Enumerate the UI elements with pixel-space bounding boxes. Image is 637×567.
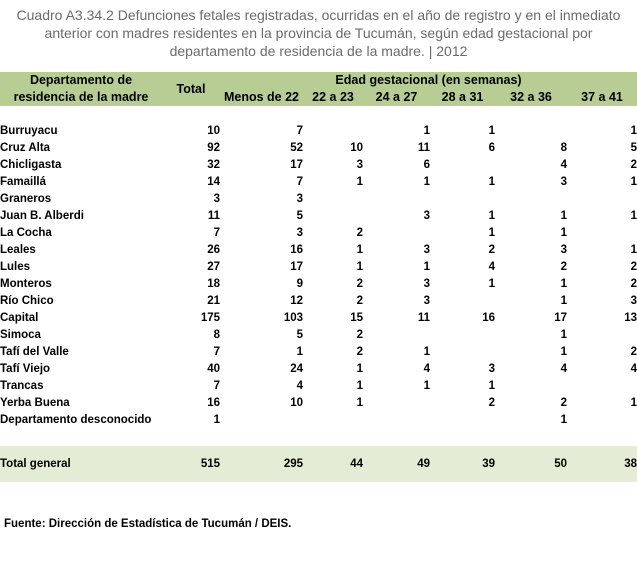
row-value: 3 <box>423 210 430 222</box>
row-department: Tafí del Valle <box>0 346 69 358</box>
title-line-3: departamento de residencia de la madre. | 2012 <box>169 43 468 59</box>
row-value: 2 <box>356 329 363 341</box>
row-value: 2 <box>356 227 363 239</box>
row-value: 2 <box>488 397 495 409</box>
row-value: 6 <box>423 159 430 171</box>
row-value: 1 <box>356 261 363 273</box>
table-row <box>0 123 637 140</box>
row-value: 3 <box>423 295 430 307</box>
total-column-value: 50 <box>495 446 567 482</box>
spacer-row <box>0 429 637 446</box>
row-value <box>303 208 363 225</box>
row-value: 1 <box>356 176 363 188</box>
row-department: Chicligasta <box>0 159 62 171</box>
row-department: Cruz Alta <box>0 142 51 154</box>
total-column-value: 295 <box>220 446 303 482</box>
total-row <box>0 446 637 482</box>
row-value: 10 <box>350 142 363 154</box>
row-value: 3 <box>356 159 363 171</box>
row-value <box>495 378 567 395</box>
row-value: 1 <box>356 244 363 256</box>
total-column-value: 38 <box>567 446 637 482</box>
row-value: 1 <box>488 380 495 392</box>
table-row <box>0 378 637 395</box>
row-total: 175 <box>200 312 220 324</box>
row-value: 3 <box>423 244 430 256</box>
row-department: Leales <box>0 244 36 256</box>
row-department: Graneros <box>0 193 52 205</box>
row-value: 1 <box>630 397 637 409</box>
row-value: 1 <box>423 176 430 188</box>
row-value: 1 <box>488 125 495 137</box>
row-value: 1 <box>630 125 637 137</box>
row-value <box>430 344 495 361</box>
row-department: Juan B. Alberdi <box>0 210 84 222</box>
row-value: 4 <box>560 159 567 171</box>
row-value <box>495 123 567 140</box>
row-total: 21 <box>207 295 220 307</box>
row-value: 4 <box>560 363 567 375</box>
row-value: 4 <box>488 261 495 273</box>
header-col-37-41: 37 a 41 <box>567 89 637 106</box>
row-value <box>430 191 495 208</box>
total-column-value: 44 <box>303 446 363 482</box>
row-value: 10 <box>290 397 303 409</box>
row-department: Famaillá <box>0 176 47 188</box>
total-value: 515 <box>162 446 220 482</box>
row-value: 3 <box>488 363 495 375</box>
row-value: 3 <box>630 295 637 307</box>
row-value: 52 <box>290 142 303 154</box>
row-value: 11 <box>417 312 430 324</box>
row-value: 15 <box>350 312 363 324</box>
row-value <box>363 412 430 429</box>
row-department: Burruyacu <box>0 125 58 137</box>
row-department: Trancas <box>0 380 44 392</box>
row-value: 1 <box>560 295 567 307</box>
table-row <box>0 276 637 293</box>
row-department: Simoca <box>0 329 41 341</box>
table-row <box>0 208 637 225</box>
row-value: 3 <box>296 193 303 205</box>
row-total: 14 <box>207 176 220 188</box>
row-value: 1 <box>423 380 430 392</box>
row-department: Capital <box>0 312 39 324</box>
row-value: 1 <box>488 176 495 188</box>
row-value: 3 <box>423 278 430 290</box>
row-value: 1 <box>560 329 567 341</box>
row-value: 3 <box>560 176 567 188</box>
row-value <box>567 327 637 344</box>
row-value <box>567 378 637 395</box>
row-value <box>567 412 637 429</box>
row-value: 5 <box>630 142 637 154</box>
row-value: 16 <box>290 244 303 256</box>
row-value: 8 <box>560 142 567 154</box>
row-value <box>430 412 495 429</box>
row-value: 2 <box>356 278 363 290</box>
header-col-28-31: 28 a 31 <box>430 89 495 106</box>
table-row <box>0 293 637 310</box>
row-value <box>567 191 637 208</box>
table-row <box>0 344 637 361</box>
table-row <box>0 140 637 157</box>
title-line-1: Cuadro A3.34.2 Defunciones fetales registradas, ocurridas en el año de registro y en el inmediato <box>16 7 621 23</box>
row-department: Lules <box>0 261 31 273</box>
table-row <box>0 157 637 174</box>
header-col-menos-22: Menos de 22 <box>220 89 303 106</box>
row-value: 2 <box>630 278 637 290</box>
row-value: 5 <box>296 329 303 341</box>
row-value: 1 <box>630 244 637 256</box>
row-total: 7 <box>213 380 220 392</box>
row-value: 17 <box>554 312 567 324</box>
row-value: 3 <box>296 227 303 239</box>
table-title <box>0 6 637 60</box>
header-department-line1: Departamento de <box>29 73 133 87</box>
table-row <box>0 259 637 276</box>
row-value <box>303 191 363 208</box>
table-row <box>0 174 637 191</box>
row-department: Yerba Buena <box>0 397 70 409</box>
row-value <box>430 157 495 174</box>
row-value <box>430 327 495 344</box>
row-value: 9 <box>296 278 303 290</box>
row-value: 2 <box>560 261 567 273</box>
row-total: 16 <box>207 397 220 409</box>
row-value: 1 <box>356 397 363 409</box>
row-value: 2 <box>630 159 637 171</box>
row-total: 40 <box>207 363 220 375</box>
row-value: 1 <box>560 278 567 290</box>
row-value: 1 <box>488 278 495 290</box>
table-body <box>0 106 637 482</box>
source-note: Fuente: Dirección de Estadística de Tucumán / DEIS. <box>4 518 292 530</box>
row-value: 4 <box>630 363 637 375</box>
row-value <box>303 123 363 140</box>
row-value: 13 <box>624 312 637 324</box>
row-value: 17 <box>290 159 303 171</box>
row-value <box>363 327 430 344</box>
table-row <box>0 412 637 429</box>
row-department: Monteros <box>0 278 52 290</box>
row-value: 24 <box>290 363 303 375</box>
row-value: 6 <box>488 142 495 154</box>
row-value: 2 <box>630 261 637 273</box>
table-row <box>0 361 637 378</box>
row-total: 32 <box>207 159 220 171</box>
table-row <box>0 310 637 327</box>
row-value <box>495 191 567 208</box>
row-total: 7 <box>213 346 220 358</box>
row-value: 7 <box>296 176 303 188</box>
row-value: 5 <box>296 210 303 222</box>
header-col-32-36: 32 a 36 <box>495 89 567 106</box>
total-column-value: 39 <box>430 446 495 482</box>
row-value: 16 <box>482 312 495 324</box>
row-value: 1 <box>356 380 363 392</box>
header-col-24-27: 24 a 27 <box>363 89 430 106</box>
table-row <box>0 225 637 242</box>
header-total: Total <box>162 72 220 106</box>
row-total: 11 <box>207 210 220 222</box>
table-row <box>0 327 637 344</box>
row-value <box>430 293 495 310</box>
row-value: 4 <box>423 363 430 375</box>
row-value <box>220 412 303 429</box>
row-value: 3 <box>560 244 567 256</box>
row-value: 1 <box>296 346 303 358</box>
header-gestational-age-group: Edad gestacional (en semanas) <box>220 72 637 89</box>
row-total: 92 <box>207 142 220 154</box>
total-column-value: 49 <box>363 446 430 482</box>
row-value: 1 <box>488 227 495 239</box>
title-line-2: anterior con madres residentes en la provincia de Tucumán, según edad gestacional por <box>44 25 593 41</box>
header-department <box>0 72 162 106</box>
row-value: 4 <box>296 380 303 392</box>
row-value: 7 <box>296 125 303 137</box>
row-value: 1 <box>560 414 567 426</box>
row-value: 1 <box>423 261 430 273</box>
row-value: 1 <box>560 210 567 222</box>
row-value <box>567 225 637 242</box>
total-label: Total general <box>0 446 162 482</box>
row-value: 12 <box>290 295 303 307</box>
row-value: 2 <box>356 295 363 307</box>
row-value: 1 <box>423 346 430 358</box>
row-department: La Cocha <box>0 227 52 239</box>
header-col-22-23: 22 a 23 <box>303 89 363 106</box>
row-value: 1 <box>630 210 637 222</box>
row-value: 1 <box>630 176 637 188</box>
row-value <box>363 395 430 412</box>
row-total: 8 <box>213 329 220 341</box>
row-value: 2 <box>560 397 567 409</box>
row-value <box>303 412 363 429</box>
row-total: 10 <box>207 125 220 137</box>
row-value: 103 <box>283 312 303 324</box>
row-value: 1 <box>488 210 495 222</box>
row-value: 1 <box>560 227 567 239</box>
row-department: Departamento desconocido <box>0 414 152 426</box>
row-value <box>363 225 430 242</box>
header-department-line2: residencia de la madre <box>13 90 149 104</box>
row-department: Río Chico <box>0 295 54 307</box>
row-total: 26 <box>207 244 220 256</box>
row-value: 1 <box>560 346 567 358</box>
table-row <box>0 191 637 208</box>
data-table <box>0 72 637 482</box>
row-value <box>363 191 430 208</box>
row-total: 7 <box>213 227 220 239</box>
row-value: 2 <box>488 244 495 256</box>
row-value: 11 <box>417 142 430 154</box>
table-row <box>0 242 637 259</box>
row-value: 2 <box>630 346 637 358</box>
row-department: Tafí Viejo <box>0 363 51 375</box>
row-total: 27 <box>207 261 220 273</box>
row-total: 18 <box>207 278 220 290</box>
row-value: 1 <box>356 363 363 375</box>
row-value: 1 <box>423 125 430 137</box>
header-spacer-row <box>0 106 637 123</box>
row-total: 3 <box>213 193 220 205</box>
row-total: 1 <box>213 414 220 426</box>
table-row <box>0 395 637 412</box>
row-value: 17 <box>290 261 303 273</box>
row-value: 2 <box>356 346 363 358</box>
